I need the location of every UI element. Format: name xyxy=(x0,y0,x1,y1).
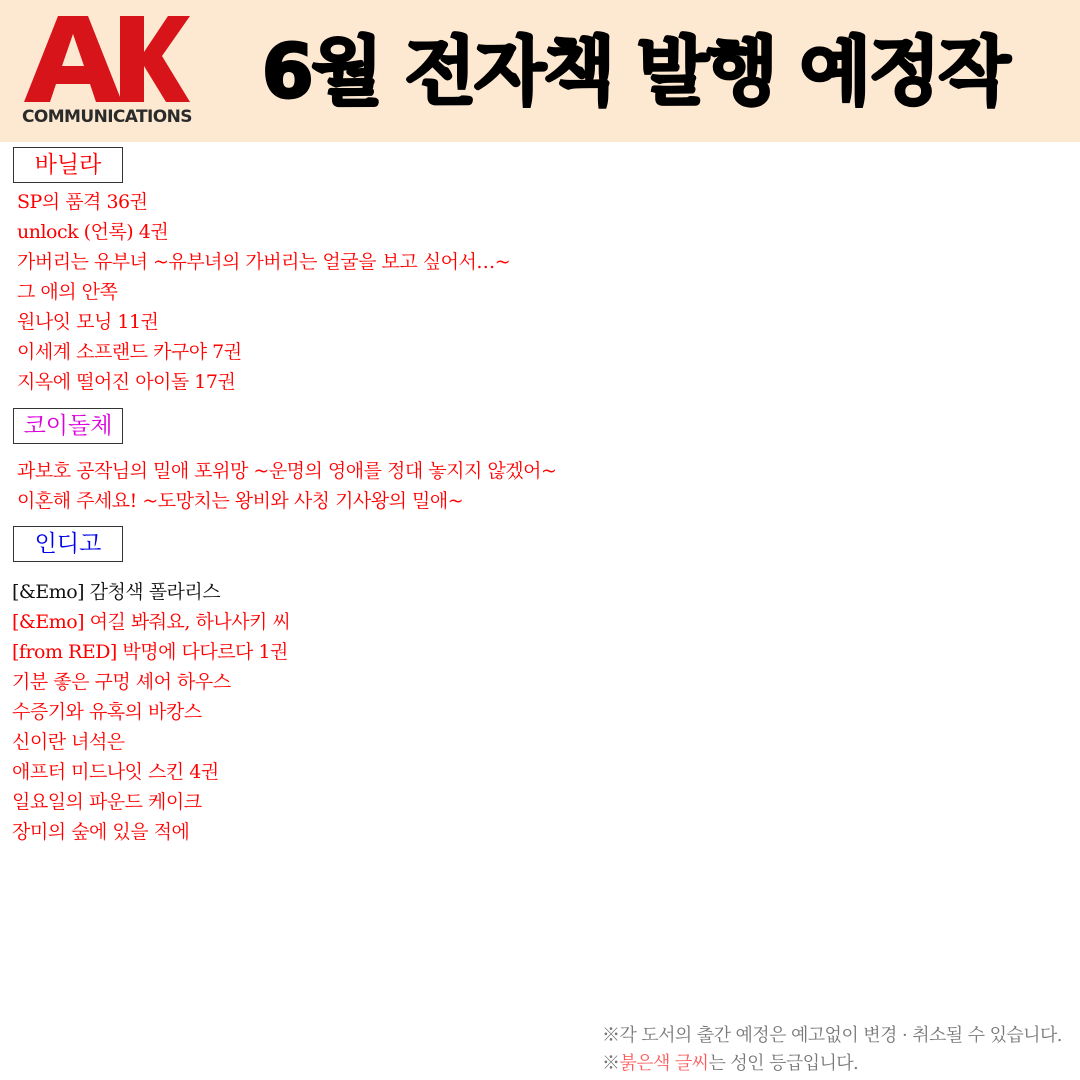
page-title: 6월 전자책 발행 예정작 xyxy=(262,29,1009,115)
list-item: SP의 품격 36권 xyxy=(17,191,148,213)
list-item: 이세계 소프랜드 카구야 7권 xyxy=(17,341,242,363)
section-label-koidolce: 코이돌체 xyxy=(13,408,123,444)
list-item: unlock (언록) 4권 xyxy=(17,221,169,243)
section-label-indigo: 인디고 xyxy=(13,526,123,562)
list-item: 신이란 녀석은 xyxy=(12,731,125,753)
list-item: 가버리는 유부녀 ~유부녀의 가버리는 얼굴을 보고 싶어서…~ xyxy=(17,251,511,273)
ak-communications-logo xyxy=(22,14,190,130)
list-item: 장미의 숲에 있을 적에 xyxy=(12,821,190,843)
footnote-rating-text: 는 성인 등급입니다. xyxy=(708,1053,859,1074)
koidolce-book-list xyxy=(17,456,556,516)
list-item: 기분 좋은 구멍 셰어 하우스 xyxy=(12,671,231,693)
vanilla-book-list xyxy=(17,187,510,397)
list-item: [&Emo] 감청색 폴라리스 xyxy=(12,581,221,603)
list-item: 지옥에 떨어진 아이돌 17권 xyxy=(17,371,236,393)
footnote-red-text-highlight: 붉은색 글씨 xyxy=(619,1053,709,1074)
list-item: 애프터 미드나잇 스킨 4권 xyxy=(12,761,219,783)
section-label-vanilla: 바닐라 xyxy=(13,147,123,183)
indigo-book-list xyxy=(12,577,290,847)
list-item: 일요일의 파운드 케이크 xyxy=(12,791,202,813)
list-item: 과보호 공작님의 밀애 포위망 ~운명의 영애를 정대 놓지지 않겠어~ xyxy=(17,460,557,482)
footnote-schedule-notice: ※각 도서의 출간 예정은 예고없이 변경 · 취소될 수 있습니다. xyxy=(602,1025,1062,1046)
list-item: 수증기와 유혹의 바캉스 xyxy=(12,701,202,723)
list-item: [&Emo] 여길 봐줘요, 하나사키 씨 xyxy=(12,611,291,633)
list-item: [from RED] 박명에 다다르다 1권 xyxy=(12,641,288,663)
footnotes xyxy=(602,1022,1072,1078)
list-item: 이혼해 주세요! ~도망치는 왕비와 사칭 기사왕의 밀애~ xyxy=(17,490,464,512)
header-banner xyxy=(0,0,1080,142)
footnote-adult-rating-notice xyxy=(602,1050,1072,1078)
list-item: 그 애의 안쪽 xyxy=(17,281,118,303)
ak-logo-icon xyxy=(22,14,190,106)
logo-subtitle: COMMUNICATIONS xyxy=(22,107,192,127)
footnote-mark: ※ xyxy=(602,1053,620,1074)
list-item: 원나잇 모닝 11권 xyxy=(17,311,159,333)
